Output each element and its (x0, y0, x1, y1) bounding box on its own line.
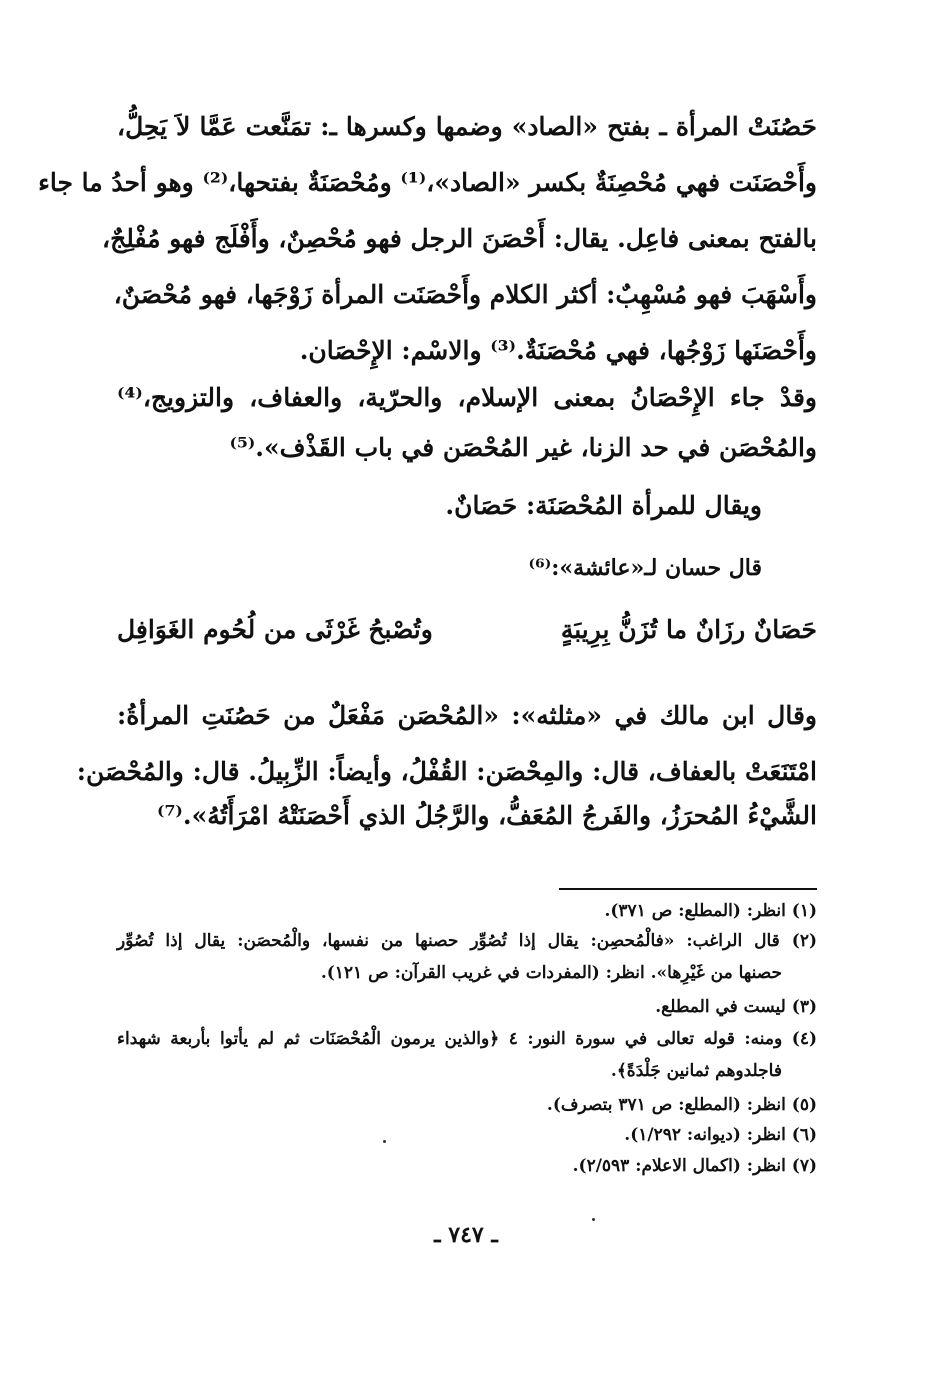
poetry-verse (117, 610, 817, 650)
verse-second-hemistich: وتُصْبحُ غَرْثَى من لُحُوم الغَوَافِل (117, 615, 433, 644)
paragraph-definition (38, 107, 817, 331)
text-line: وأَسْهَبَ فهو مُسْهِبٌ: أكثر الكلام وأَحْصَنَت المرأة زَوْجَها، فهو مُحْصَنٌ، (113, 280, 817, 309)
text-line: امْتَنَعَتْ بالعفاف، قال: والمِحْصَن: القُفْلُ، وأيضاً: الزِّبِيلُ. قال: والمُحْصَن: (76, 757, 817, 786)
verse-intro: قال حسان لـ«عائشة»:⁽⁶⁾ (528, 555, 762, 581)
text-line: وأَحْصَنَها زَوْجُها، فهي مُحْصَنَةٌ.⁽³⁾ والاسْم: الإِحْصَان. (299, 336, 817, 365)
footnote-4-continued: فاجلدوهم ثمانين جَلْدَةً﴾. (610, 1061, 782, 1081)
scan-speck (383, 1140, 386, 1143)
text-line: وقدْ جاء الإِحْصَانُ بمعنى الإسلام، والحرّية، والعفاف، والتزويج،⁽⁴⁾ (117, 383, 817, 412)
text-line: بالفتح بمعنى فاعِل. يقال: أَحْصَنَ الرجل فهو مُحْصِنٌ، وأَفْلَج فهو مُفْلِجٌ، (102, 224, 817, 253)
text-line: وقال ابن مالك في «مثلثه»: «المُحْصَن مَفْعَلٌ من حَصُنَتِ المرأةُ: (117, 701, 817, 730)
footnote-7: (٧) انظر: (اكمال الاعلام: ٢/٥٩٣). (572, 1156, 817, 1176)
paragraph-ibn-malik (76, 696, 817, 808)
footnote-4: (٤) ومنه: قوله تعالى في سورة النور: ٤ ﴿والذين يرمون الْمُحْصَنَات ثم لم يأتوا بأربعة شهداء (117, 1029, 817, 1049)
text-line: وأَحْصَنَت فهي مُحْصِنَةٌ بكسر «الصاد»،⁽¹⁾ ومُحْصَنَةٌ بفتحها،⁽²⁾ وهو أحدُ ما جاء (38, 168, 817, 197)
footnote-6: (٦) انظر: (ديوانه: ١/٢٩٢). (624, 1125, 817, 1145)
footnote-separator (559, 888, 817, 890)
text-line: الشَّيْءُ المُحرَزُ، والفَرجُ المُعَفُّ، والرَّجُلُ الذي أَحْصَنَتْهُ امْرَأَتُهُ».⁽⁷⁾ (157, 801, 817, 830)
page-number: ـ ٧٤٧ ـ (434, 1222, 498, 1248)
text-line: والمُحْصَن في حد الزنا، غير المُحْصَن في باب القَذْف».⁽⁵⁾ (229, 433, 817, 462)
footnote-2-continued: حصنها من غَيْرِها». انظر: (المفردات في غريب القرآن: ص ١٢١). (320, 963, 782, 983)
footnote-2: (٢) قال الراغب: «فالْمُحصِن: يقال إذا تُصُوِّر حصنها من نفسها، والْمُحصَن: يقال إذا تُصُوِّر (117, 931, 817, 951)
footnote-5: (٥) انظر: (المطلع: ص ٣٧١ بتصرف). (546, 1095, 817, 1115)
text-line: ويقال للمرأة المُحْصَنَة: حَصَانٌ. (445, 491, 762, 520)
footnote-1: (١) انظر: (المطلع: ص ٣٧١). (604, 901, 817, 921)
footnote-3: (٣) ليست في المطلع. (655, 997, 817, 1017)
scan-speck (592, 1218, 595, 1221)
text-line: حَصُنَتْ المرأة ـ بفتح «الصاد» وضمها وكسرها ـ: تمَنَّعت عَمَّا لاَ يَحِلُّ، (117, 112, 817, 141)
verse-first-hemistich: حَصَانٌ رزَانٌ ما تُزَنُّ بِرِيبَةٍ (560, 615, 817, 644)
